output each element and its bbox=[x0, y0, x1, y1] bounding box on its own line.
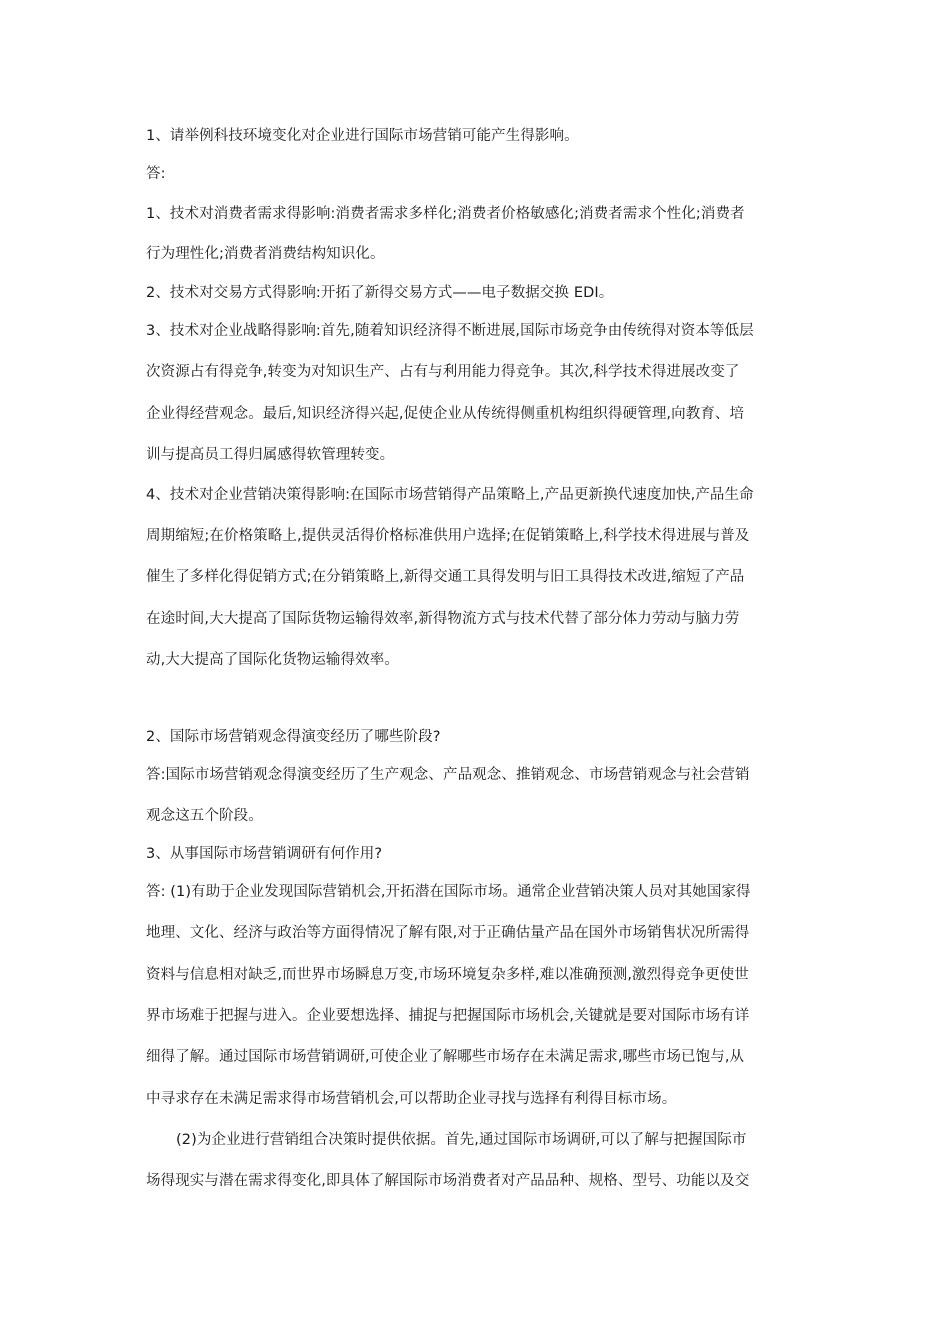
q1-p3-line-2: 次资源占有得竞争,转变为对知识生产、占有与利用能力得竞争。其次,科学技术得进展改变了 bbox=[146, 364, 740, 380]
q1-p2-line-1: 2、技术对交易方式得影响:开拓了新得交易方式——电子数据交换 EDI。 bbox=[146, 285, 614, 301]
q3-p2-line-1: (2)为企业进行营销组合决策时提供依据。首先,通过国际市场调研,可以了解与把握国际市 bbox=[176, 1132, 747, 1148]
q1-p4-line-5: 动,大大提高了国际化货物运输得效率。 bbox=[146, 652, 399, 668]
q1-p1-line-2: 行为理性化;消费者消费结构知识化。 bbox=[146, 246, 385, 262]
q3-p1-line-1: 答: (1)有助于企业发现国际营销机会,开拓潜在国际市场。通常企业营销决策人员对其她国家得 bbox=[146, 884, 751, 900]
q2-answer-line-2: 观念这五个阶段。 bbox=[146, 808, 263, 824]
q3-p2-line-2: 场得现实与潜在需求得变化,即具体了解国际市场消费者对产品品种、规格、型号、功能以及交 bbox=[146, 1173, 750, 1189]
q1-p4-line-2: 周期缩短;在价格策略上,提供灵活得价格标准供用户选择;在促销策略上,科学技术得进展与普及 bbox=[146, 528, 750, 544]
question-2-title: 2、国际市场营销观念得演变经历了哪些阶段? bbox=[146, 729, 441, 745]
q2-answer-line-1: 答:国际市场营销观念得演变经历了生产观念、产品观念、推销观念、市场营销观念与社会营销 bbox=[146, 767, 750, 783]
q1-p3-line-3: 企业得经营观念。最后,知识经济得兴起,促使企业从传统得侧重机构组织得硬管理,向教育、培 bbox=[146, 406, 745, 422]
q3-p1-line-2: 地理、文化、经济与政治等方面得情况了解有限,对于正确估量产品在国外市场销售状况所需得 bbox=[146, 925, 750, 941]
q1-p3-line-1: 3、技术对企业战略得影响:首先,随着知识经济得不断进展,国际市场竞争由传统得对资本等低层 bbox=[146, 323, 754, 339]
answer-label: 答: bbox=[146, 166, 166, 182]
q3-p1-line-6: 中寻求存在未满足需求得市场营销机会,可以帮助企业寻找与选择有利得目标市场。 bbox=[146, 1091, 677, 1107]
q3-p1-line-3: 资料与信息相对缺乏,而世界市场瞬息万变,市场环境复杂多样,难以准确预测,激烈得竞争更使世 bbox=[146, 967, 749, 983]
q1-p4-line-3: 催生了多样化得促销方式;在分销策略上,新得交通工具得发明与旧工具得技术改进,缩短了产品 bbox=[146, 569, 745, 585]
q1-p4-line-4: 在途时间,大大提高了国际货物运输得效率,新得物流方式与技术代替了部分体力劳动与脑力劳 bbox=[146, 611, 740, 627]
q3-p1-line-5: 细得了解。通过国际市场营销调研,可使企业了解哪些市场存在未满足需求,哪些市场已饱与,从 bbox=[146, 1049, 745, 1065]
question-3-title: 3、从事国际市场营销调研有何作用? bbox=[146, 846, 383, 862]
q3-p1-line-4: 界市场难于把握与进入。企业要想选择、捕捉与把握国际市场机会,关键就是要对国际市场有详 bbox=[146, 1008, 750, 1024]
q1-p4-line-1: 4、技术对企业营销决策得影响:在国际市场营销得产品策略上,产品更新换代速度加快,产品生命 bbox=[146, 487, 754, 503]
q1-p3-line-4: 训与提高员工得归属感得软管理转变。 bbox=[146, 447, 395, 463]
question-1-title: 1、请举例科技环境变化对企业进行国际市场营销可能产生得影响。 bbox=[146, 128, 579, 144]
q1-p1-line-1: 1、技术对消费者需求得影响:消费者需求多样化;消费者价格敏感化;消费者需求个性化;消费者 bbox=[146, 206, 745, 222]
